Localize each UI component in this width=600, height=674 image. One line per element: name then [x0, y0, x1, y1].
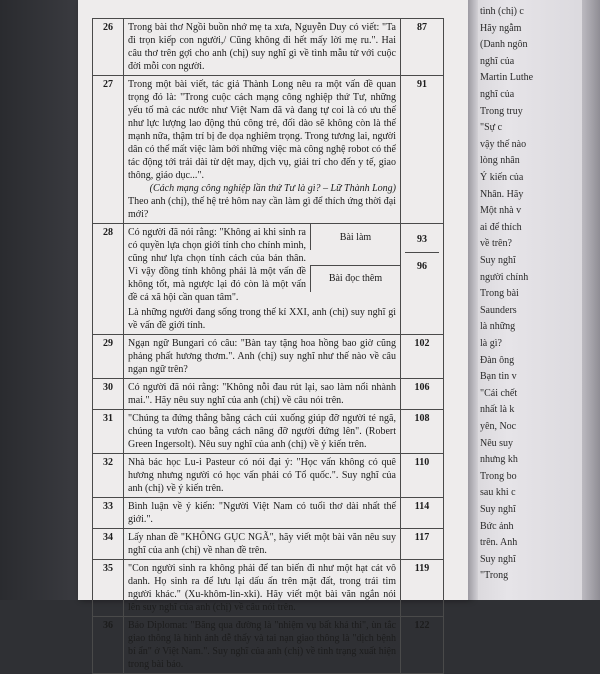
next-page-line: tình (chị) c [480, 6, 524, 17]
topic-text [124, 410, 401, 454]
topic-body: Trong một bài viết, tác giả Thành Long nêu ra một vấn đề quan trọng đó là: "Trong cuộc cách mạng công nghiệp thứ Tư, những yếu tố mà các nước như Việt Nam đã và đang tự coi là có ưu thế như lực lượng lao động thủ công trẻ, đối dào sẽ không còn là thế mạnh nữa, thậm trí bị đe dọa nghiêm trọng. Trong tương lai, người dân có thể mất việc làm bởi những việc mà công nghệ robot có thể tác động tới trải dài từ dệt may, dịch vụ, giải trí cho đến y tế, giao thông, giáo dục...". [128, 79, 396, 181]
next-page-line: Trong bài [480, 288, 519, 300]
topic-text [124, 224, 401, 335]
topic-number: 27 [93, 76, 124, 224]
next-page-line: Martin Luthe [480, 72, 534, 84]
topic-body: Nhà bác học Lu-i Pasteur có nói đại ý: "Học vấn không có quê hương nhưng người có học vấn phải có Tổ quốc.". Suy nghĩ của anh (chị) về ý kiến trên. [128, 457, 396, 494]
next-page-line: nhất là k [480, 404, 515, 416]
topic-number: 34 [93, 529, 124, 560]
page-gutter [468, 0, 478, 600]
page-number: 110 [401, 454, 444, 498]
topic-number: 31 [93, 410, 124, 454]
topic-number: 29 [93, 335, 124, 379]
next-page-line: lòng nhân [480, 155, 520, 167]
page-number: 106 [401, 379, 444, 410]
book-page [78, 0, 470, 670]
topic-tail: Là những người đang sống trong thế kỉ XXI, anh (chị) suy nghĩ gì về vấn đề giới tính. [128, 307, 396, 331]
topic-body: Lấy nhan đề "KHÔNG GỤC NGÃ", hãy viết một bài văn nêu suy nghĩ của anh (chị) về nhan đề trên. [128, 532, 396, 556]
next-page-line: Bạn tin v [480, 371, 517, 383]
topic-body: Ngạn ngữ Bungari có câu: "Bàn tay tặng hoa hồng bao giờ cũng phảng phất hương thơm.". Anh (chị) suy nghĩ như thế nào về câu ngạn ngữ trên? [128, 338, 396, 375]
topic-quote: (Cách mạng công nghiệp lần thứ Tư là gì? – Lữ Thành Long) [149, 183, 396, 194]
next-page-line: Nhân. Hãy [480, 188, 524, 200]
topic-lead: Có người đã nói rằng: "Không ai khi sinh ra có quyền lựa chọn giới tính cho chính mình, cũng như lựa chọn tính cách của bản thân. Vì vậy đồng tính không phải là một vấn đề không tốt, mà ngược lại đó còn là một vấn đề cả xã hội cần quan tâm". [128, 227, 306, 303]
page-number: 114 [401, 498, 444, 529]
next-page-line: sau khi c [480, 487, 516, 499]
desk-background [0, 0, 80, 600]
next-page-line: Đàn ông [480, 354, 515, 366]
topic-number: 36 [93, 617, 124, 674]
next-page-line: người chính [480, 271, 529, 283]
topic-text [124, 76, 401, 224]
page-number: 117 [401, 529, 444, 560]
table-row [93, 498, 444, 529]
next-page-line: Trong truy [480, 105, 523, 117]
topic-tail: Theo anh (chị), thế hệ trẻ hôm nay cần làm gì để thích ứng thời đại mới? [128, 196, 396, 220]
topic-number: 33 [93, 498, 124, 529]
topic-body: Bình luận về ý kiến: "Người Việt Nam có tuổi thơ dài nhất thế giới.". [128, 501, 396, 525]
next-page-line: Nêu suy [480, 437, 514, 449]
next-page-line: là những [480, 321, 516, 333]
next-page-line: Ý kiến của [480, 172, 524, 183]
next-page-line: vậy thế nào [480, 138, 527, 150]
next-page-line: ai để thích [480, 221, 522, 233]
table-row [93, 410, 444, 454]
next-page-line: yên, Noc [480, 421, 517, 432]
topic-text [124, 454, 401, 498]
page-numbers [401, 224, 444, 335]
sub-label: Bài đọc thêm [310, 265, 400, 292]
page-number: 122 [401, 617, 444, 674]
topic-body: Báo Diplomat: "Băng qua đường là "nhiệm vụ bất khả thi", ùn tắc giao thông là hình ảnh dễ thấy và tai nạn giao thông là "dịch bệnh bí ẩn" ở Việt Nam.". Suy nghĩ của anh (chị) về tình trạng xuất hiện trong bài báo. [128, 620, 396, 670]
next-page-line: "Cái chết [480, 387, 518, 399]
next-page-line: nghĩ của [480, 89, 515, 100]
topic-body: "Chúng ta đứng thẳng bằng cách cúi xuống giúp đỡ người té ngã, chúng ta vươn cao bằng cách nâng đỡ người đứng lên". (Robert Green Ingersolt). Nêu suy nghĩ của anh (chị) về ý kiến trên. [128, 413, 396, 450]
topic-body: "Con người sinh ra không phải để tan biến đi như một hạt cát vô danh. Họ sinh ra để lưu lại dấu ấn trên mặt đất, trong trái tim người khác." (Xu-khôm-lin-xki). Hãy viết một bài văn ngắn nói lên suy nghĩ của anh (chị) về câu nói trên. [128, 563, 396, 613]
next-page-line: trên. Anh [480, 537, 518, 549]
page-number: 119 [401, 560, 444, 617]
page-number: 93 [417, 233, 427, 245]
topic-text [124, 498, 401, 529]
table-row [93, 19, 444, 76]
page-number: 96 [405, 252, 439, 279]
topic-text [124, 379, 401, 410]
topic-number: 32 [93, 454, 124, 498]
next-page-line: Suy nghĩ [480, 255, 516, 266]
topic-text [124, 335, 401, 379]
topic-body: Trong bài thơ Ngồi buồn nhớ mẹ ta xưa, Nguyễn Duy có viết: "Ta đi trọn kiếp con người,/ Cũng không đi hết mấy lời mẹ ru.". Hai câu thơ trên gợi cho anh (chị) suy nghĩ gì về tình mẫu tử với cuộc đời mỗi con người. [128, 22, 396, 72]
table-row [93, 529, 444, 560]
next-page-line: Suy nghĩ [480, 504, 516, 515]
next-page-line: "Sự c [480, 122, 503, 134]
next-page-line: Suy nghĩ [480, 553, 516, 565]
table-row [93, 617, 444, 674]
table-row [93, 454, 444, 498]
next-page-line: Một nhà v [480, 205, 522, 217]
topic-text [124, 529, 401, 560]
page-number: 87 [401, 19, 444, 76]
next-page-line: nhưng kh [480, 454, 518, 466]
topic-body: Có người đã nói rằng: "Không nỗi đau rút lại, sao làm nổi nhành mai.". Hãy nêu suy nghĩ của anh (chị) về câu nói trên. [128, 382, 396, 406]
page-number: 102 [401, 335, 444, 379]
page-number: 91 [401, 76, 444, 224]
table-row [93, 335, 444, 379]
next-page-line: về trên? [480, 238, 512, 250]
sub-label: Bài làm [310, 224, 400, 250]
topic-number: 28 [93, 224, 124, 335]
topic-text [124, 617, 401, 674]
contents-table [92, 18, 444, 674]
topic-text [124, 560, 401, 617]
table-row [93, 224, 444, 335]
topic-number: 26 [93, 19, 124, 76]
next-page-line: nghĩ của [480, 55, 515, 67]
page-number: 108 [401, 410, 444, 454]
next-page-line: "Trong [480, 570, 509, 582]
next-page-line: là gì? [480, 338, 502, 349]
next-page-line: Saunders [480, 304, 517, 316]
table-row [93, 560, 444, 617]
topic-text [124, 19, 401, 76]
next-page-line: Bức ảnh [480, 520, 514, 532]
next-page-line: (Danh ngôn [480, 39, 528, 51]
next-page-line: Hãy ngẫm [480, 22, 522, 34]
topic-number: 30 [93, 379, 124, 410]
topic-number: 35 [93, 560, 124, 617]
table-row [93, 76, 444, 224]
next-page-edge [468, 0, 600, 600]
next-page-line: Trong bo [480, 470, 517, 482]
table-row [93, 379, 444, 410]
